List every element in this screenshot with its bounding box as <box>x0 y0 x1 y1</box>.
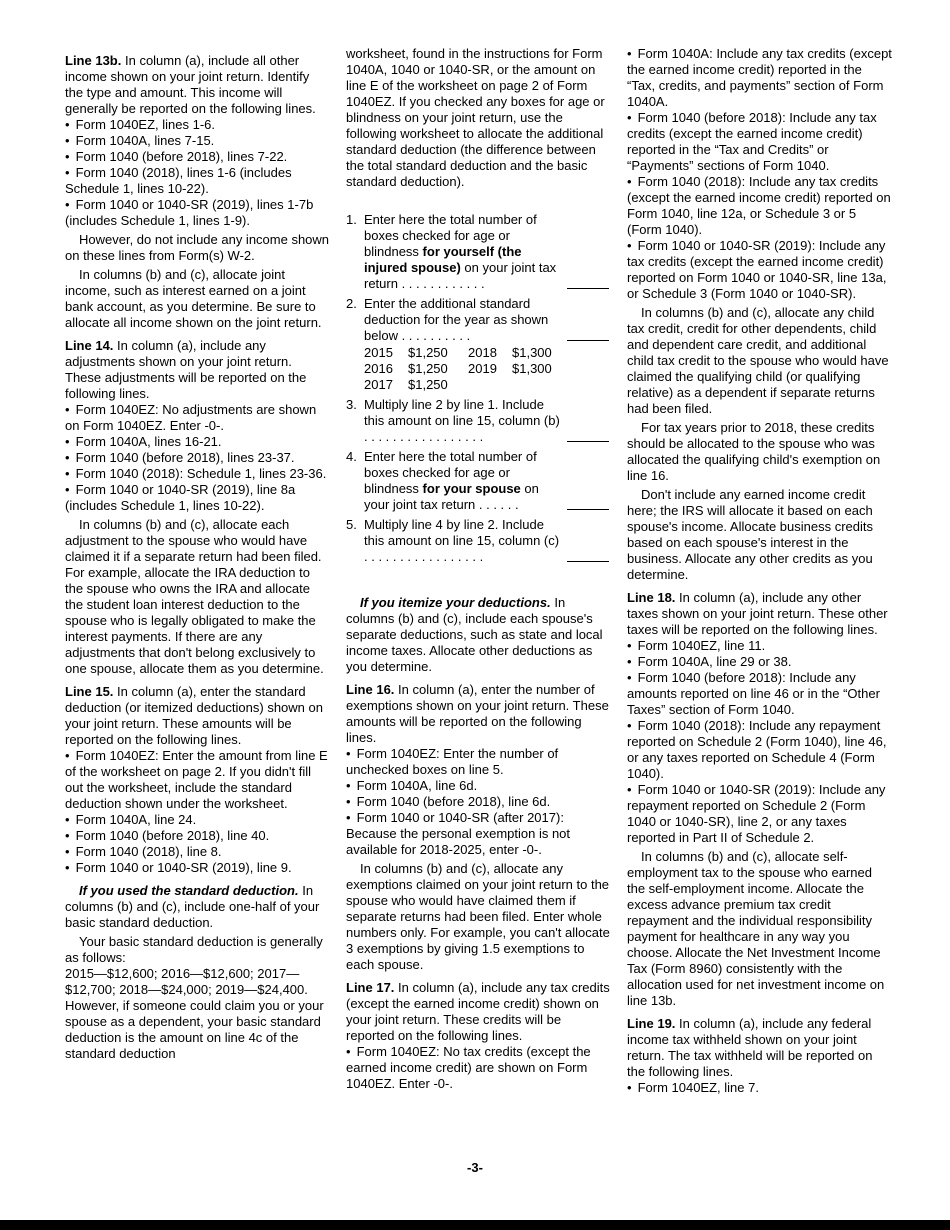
bullet-glyph: • <box>65 812 70 827</box>
paragraph-lead: Line 16. <box>346 682 395 697</box>
bullet-item <box>65 117 330 133</box>
paragraph-lead: Line 13b. <box>65 53 122 68</box>
table-cell: 2016 <box>364 361 393 376</box>
bullet-text: Form 1040 or 1040-SR (2019), lines 1-7b (includes Schedule 1, lines 1-9). <box>65 197 314 228</box>
paragraph <box>627 849 892 1009</box>
worksheet-text-segment: for your spouse <box>422 481 521 496</box>
bullet-glyph: • <box>65 748 70 763</box>
worksheet-item-text <box>364 449 611 513</box>
bullet-glyph: • <box>346 810 351 825</box>
paragraph-lead: If you itemize your deductions. <box>360 595 551 610</box>
bullet-text: Form 1040 (before 2018), line 40. <box>75 828 270 843</box>
worksheet-text-segment: on your joint tax return . . . . . . <box>364 481 539 512</box>
bullet-text: Form 1040A, line 29 or 38. <box>637 654 792 669</box>
worksheet-text-segment: Enter the additional standard deduction for the year as shown below . . . . . . . . . . <box>364 296 549 343</box>
paragraph-text: In column (a), include any tax credits (except the earned income credit) shown on your joint return. These credits will be reported on the following lines. <box>346 980 610 1043</box>
bullet-item <box>627 654 892 670</box>
answer-blank-line <box>567 441 609 442</box>
paragraph-lead: Line 19. <box>627 1016 676 1031</box>
bullet-item <box>65 860 330 876</box>
bullet-text: Form 1040 or 1040-SR (2019): Include any repayment reported on Schedule 2 (Form 1040 or 1040-SR), line 2, or any taxes reported in Part II of Schedule 2. <box>627 782 886 845</box>
bullet-glyph: • <box>627 654 632 669</box>
standard-deduction-worksheet <box>346 212 611 565</box>
line-heading-paragraph <box>627 1016 892 1080</box>
bullet-glyph: • <box>346 1044 351 1059</box>
bullet-glyph: • <box>65 402 70 417</box>
worksheet-item-text <box>364 296 611 344</box>
paragraph-text: In columns (b) and (c), allocate joint income, such as interest earned on a joint bank account, as you determine. Be sure to allocate all income shown on the joint return. <box>65 267 322 330</box>
bullet-item <box>65 482 330 514</box>
bullet-item <box>65 197 330 229</box>
bullet-text: Form 1040A, line 24. <box>75 812 197 827</box>
worksheet-text-segment: Enter here the total number of boxes checked for age or blindness <box>364 449 537 496</box>
worksheet-item-number: 5. <box>346 517 357 532</box>
bullet-text: Form 1040 (before 2018), lines 23-37. <box>75 450 295 465</box>
bullet-text: Form 1040 (before 2018): Include any amounts reported on line 46 or in the “Other Taxes” section of Form 1040. <box>627 670 880 717</box>
paragraph-text: For tax years prior to 2018, these credits should be allocated to the spouse who was allocated the qualifying child's exemption on line 16. <box>627 420 881 483</box>
bullet-item <box>627 238 892 302</box>
bullet-item <box>346 810 611 858</box>
paragraph-lead: If you used the standard deduction. <box>79 883 299 898</box>
table-cell: 2019 <box>468 361 497 376</box>
paragraph-text: In column (a), include all other income shown on your joint return. Identify the type and amount. This income will generally be reported on the following lines. <box>65 53 316 116</box>
three-column-text <box>65 46 892 1096</box>
bullet-glyph: • <box>627 670 632 685</box>
bullet-item <box>627 110 892 174</box>
paragraph <box>65 998 330 1062</box>
bullet-glyph: • <box>65 165 70 180</box>
bullet-glyph: • <box>346 746 351 761</box>
paragraph <box>65 517 330 677</box>
bullet-glyph: • <box>65 828 70 843</box>
paragraph-text: In columns (b) and (c), allocate each adjustment to the spouse who would have claimed it if a separate return had been filed. For example, allocate the IRA deduction to the spouse who owns the IRA and allocate the student loan interest deduction to the spouse who is legally obligated to make the interest payments. If there are any adjustments that don't belong exclusively to one spouse, allocate them as you determine. <box>65 517 324 676</box>
line-heading-paragraph <box>627 590 892 638</box>
bullet-glyph: • <box>65 133 70 148</box>
bullet-item <box>627 782 892 846</box>
bullet-text: Form 1040A, line 6d. <box>356 778 478 793</box>
bullet-glyph: • <box>627 110 632 125</box>
worksheet-item <box>346 517 611 565</box>
bullet-glyph: • <box>346 794 351 809</box>
text-column-3 <box>627 46 892 1096</box>
bullet-text: Form 1040 (2018): Schedule 1, lines 23-36. <box>75 466 327 481</box>
paragraph-text: Don't include any earned income credit here; the IRS will allocate it based on each spouse's income. Allocate business credits based on each spouse's interest in the business. Allocate any other credits as you determine. <box>627 487 873 582</box>
worksheet-item-number: 4. <box>346 449 357 464</box>
worksheet-text-segment: Multiply line 4 by line 2. Include this amount on line 15, column (c) . . . . . . . . . . . . . . . . . <box>364 517 560 564</box>
worksheet-text-segment: for yourself (the injured spouse) <box>364 244 522 275</box>
line-heading-paragraph <box>346 595 611 675</box>
worksheet-item <box>346 449 611 513</box>
page-number: -3- <box>467 1160 483 1175</box>
bullet-item <box>627 46 892 110</box>
paragraph-text: In column (a), include any adjustments shown on your joint return. These adjustments will be reported on the following lines. <box>65 338 307 401</box>
bullet-text: Form 1040A: Include any tax credits (except the earned income credit) reported in the “Tax, credits, and payments” section of Form 1040A. <box>627 46 892 109</box>
worksheet-item-text <box>364 212 611 292</box>
bullet-text: Form 1040 (2018), line 8. <box>75 844 222 859</box>
paragraph-text: In columns (b) and (c), include one-half of your basic standard deduction. <box>65 883 320 930</box>
bullet-text: Form 1040EZ: No tax credits (except the earned income credit) are shown on Form 1040EZ. Enter -0-. <box>346 1044 591 1091</box>
paragraph <box>627 420 892 484</box>
text-column-1 <box>65 46 330 1096</box>
paragraph-lead: Line 14. <box>65 338 114 353</box>
bullet-text: Form 1040EZ: Enter the number of unchecked boxes on line 5. <box>346 746 559 777</box>
page-bottom-edge <box>0 1220 950 1230</box>
bullet-text: Form 1040EZ, line 11. <box>637 638 766 653</box>
paragraph-text: In columns (b) and (c), include each spouse's separate deductions, such as state and local income taxes. Allocate other deductions as you determine. <box>346 595 603 674</box>
bullet-item <box>65 402 330 434</box>
table-cell: 2018 <box>468 345 497 360</box>
bullet-item <box>346 778 611 794</box>
answer-blank-line <box>567 561 609 562</box>
paragraph <box>65 966 330 998</box>
bullet-item <box>65 149 330 165</box>
bullet-item <box>65 133 330 149</box>
paragraph-text: In column (a), include any other taxes shown on your joint return. These other taxes will be reported on the following lines. <box>627 590 888 637</box>
bullet-glyph: • <box>627 238 632 253</box>
answer-blank-line <box>567 340 609 341</box>
bullet-glyph: • <box>65 482 70 497</box>
bullet-glyph: • <box>346 778 351 793</box>
bullet-item <box>627 638 892 654</box>
line-heading-paragraph <box>346 980 611 1044</box>
answer-blank-line <box>567 288 609 289</box>
table-cell: $1,250 <box>408 361 448 376</box>
paragraph <box>65 267 330 331</box>
bullet-glyph: • <box>627 174 632 189</box>
table-cell <box>468 377 512 393</box>
paragraph <box>346 46 611 190</box>
bullet-text: Form 1040 (2018), lines 1-6 (includes Schedule 1, lines 10-22). <box>65 165 292 196</box>
line-heading-paragraph <box>65 338 330 402</box>
bullet-item <box>65 828 330 844</box>
bullet-item <box>627 718 892 782</box>
worksheet-item <box>346 296 611 393</box>
bullet-glyph: • <box>627 46 632 61</box>
bullet-glyph: • <box>65 860 70 875</box>
bullet-glyph: • <box>65 466 70 481</box>
table-cell: $1,300 <box>512 361 552 376</box>
paragraph-text: In column (a), enter the standard deduction (or itemized deductions) shown on your joint return. These amounts will be reported on the following lines. <box>65 684 323 747</box>
line-heading-paragraph <box>346 682 611 746</box>
paragraph-text: However, if someone could claim you or your spouse as a dependent, your basic standard deduction is the amount on line 4c of the standard deduction <box>65 998 324 1061</box>
bullet-text: Form 1040 (before 2018), line 6d. <box>356 794 551 809</box>
paragraph <box>627 305 892 417</box>
worksheet-item-number: 3. <box>346 397 357 412</box>
bullet-item <box>627 174 892 238</box>
paragraph-text: In columns (b) and (c), allocate self-employment tax to the spouse who earned the self-employment income. Allocate the excess advance premium tax credit repayment and the individual responsibility payment for healthcare in any way you choose. Allocate the Net Investment Income Tax (Form 8960) consistently with the allocation used for net investment income on line 13b. <box>627 849 885 1008</box>
paragraph-text: In columns (b) and (c), allocate any child tax credit, credit for other dependents, child and dependent care credit, and additional child tax credit to the spouse who would have claimed the qualifying child (or qualifying relative) as a dependent if separate returns had been filed. <box>627 305 889 416</box>
bullet-glyph: • <box>65 450 70 465</box>
paragraph-text: Your basic standard deduction is generally as follows: <box>65 934 323 965</box>
bullet-text: Form 1040EZ: Enter the amount from line E of the worksheet on page 2. If you didn't fill out the worksheet, include the standard deduction shown under the worksheet. <box>65 748 328 811</box>
bullet-text: Form 1040 or 1040-SR (2019), line 9. <box>75 860 292 875</box>
paragraph <box>627 487 892 583</box>
line-heading-paragraph <box>65 53 330 117</box>
worksheet-item-text <box>364 397 611 445</box>
worksheet-item <box>346 212 611 292</box>
worksheet-text-segment: Multiply line 2 by line 1. Include this amount on line 15, column (b) . . . . . . . . . . . . . . . . . <box>364 397 560 444</box>
worksheet-item <box>346 397 611 445</box>
bullet-item <box>65 748 330 812</box>
bullet-item <box>65 450 330 466</box>
paragraph-text: In columns (b) and (c), allocate any exemptions claimed on your joint return to the spouse who would have claimed them if separate returns had been filed. Enter whole numbers only. For example, you can't allocate 3 exemptions by giving 1.5 exemptions to each spouse. <box>346 861 610 972</box>
table-cell: $1,300 <box>512 345 552 360</box>
paragraph-text: However, do not include any income shown on these lines from Form(s) W-2. <box>65 232 330 263</box>
table-cell: 2015 <box>364 345 393 360</box>
bullet-item <box>65 434 330 450</box>
bullet-item <box>346 794 611 810</box>
deduction-amounts-table <box>364 345 611 393</box>
bullet-text: Form 1040 or 1040-SR (2019): Include any tax credits (except the earned income credit) reported on Form 1040 or 1040-SR, line 13a, or Schedule 3 (Form 1040 or 1040-SR). <box>627 238 887 301</box>
table-cell: 2017 <box>364 377 393 392</box>
paragraph-text: 2015—$12,600; 2016—$12,600; 2017—$12,700; 2018—$24,000; 2019—$24,400. <box>65 966 308 997</box>
bullet-item <box>65 165 330 197</box>
bullet-text: Form 1040EZ: No adjustments are shown on Form 1040EZ. Enter -0-. <box>65 402 317 433</box>
bullet-glyph: • <box>65 117 70 132</box>
paragraph-lead: Line 17. <box>346 980 395 995</box>
bullet-item <box>65 812 330 828</box>
bullet-item <box>65 466 330 482</box>
paragraph <box>65 934 330 966</box>
bullet-item <box>627 1080 892 1096</box>
paragraph-lead: Line 18. <box>627 590 676 605</box>
text-column-2 <box>346 46 611 1096</box>
bullet-item <box>346 746 611 778</box>
bullet-text: Form 1040 (before 2018): Include any tax credits (except the earned income credit) reported in the “Tax and Credits” or “Payments” sections of Form 1040. <box>627 110 877 173</box>
paragraph <box>346 861 611 973</box>
bullet-text: Form 1040 or 1040-SR (2019), line 8a (includes Schedule 1, lines 10-22). <box>65 482 296 513</box>
line-heading-paragraph <box>65 883 330 931</box>
bullet-text: Form 1040 (2018): Include any tax credits (except the earned income credit) reported on Form 1040, line 12a, or Schedule 3 or 5 (Form 1040). <box>627 174 891 237</box>
worksheet-item-text <box>364 517 611 565</box>
paragraph-text: In column (a), include any federal income tax withheld shown on your joint return. The tax withheld will be reported on the following lines. <box>627 1016 873 1079</box>
table-cell: $1,250 <box>408 377 448 392</box>
bullet-glyph: • <box>627 1080 632 1095</box>
line-heading-paragraph <box>65 684 330 748</box>
bullet-glyph: • <box>627 782 632 797</box>
bullet-glyph: • <box>65 197 70 212</box>
bullet-glyph: • <box>627 638 632 653</box>
bullet-glyph: • <box>65 149 70 164</box>
bullet-glyph: • <box>65 844 70 859</box>
worksheet-text-segment: on your joint tax return . . . . . . . . . . . . <box>364 260 557 291</box>
bullet-item <box>627 670 892 718</box>
worksheet-item-number: 2. <box>346 296 357 311</box>
bullet-text: Form 1040 (before 2018), lines 7-22. <box>75 149 288 164</box>
bullet-text: Form 1040EZ, line 7. <box>637 1080 759 1095</box>
bullet-text: Form 1040 (2018): Include any repayment reported on Schedule 2 (Form 1040), line 46, or any taxes reported on Schedule 4 (Form 1040). <box>627 718 887 781</box>
bullet-glyph: • <box>627 718 632 733</box>
table-cell: $1,250 <box>408 345 448 360</box>
bullet-item <box>65 844 330 860</box>
worksheet-text-segment: Enter here the total number of boxes checked for age or blindness <box>364 212 537 259</box>
paragraph-text: In column (a), enter the number of exemptions shown on your joint return. These amounts will be reported on the following lines. <box>346 682 609 745</box>
bullet-item <box>346 1044 611 1092</box>
paragraph-lead: Line 15. <box>65 684 114 699</box>
bullet-glyph: • <box>65 434 70 449</box>
bullet-text: Form 1040A, lines 7-15. <box>75 133 215 148</box>
bullet-text: Form 1040EZ, lines 1-6. <box>75 117 216 132</box>
table-cell <box>512 377 568 393</box>
bullet-text: Form 1040 or 1040-SR (after 2017): Because the personal exemption is not available for 2018-2025, enter -0-. <box>346 810 571 857</box>
worksheet-item-number: 1. <box>346 212 357 227</box>
paragraph <box>65 232 330 264</box>
paragraph-text: worksheet, found in the instructions for Form 1040A, 1040 or 1040-SR, or the amount on line E of the worksheet on page 2 of Form 1040EZ. If you checked any boxes for age or blindness on your joint return, use the following worksheet to allocate the additional standard deduction (the difference between the total standard deduction and the basic standard deduction). <box>346 46 605 189</box>
bullet-text: Form 1040A, lines 16-21. <box>75 434 222 449</box>
answer-blank-line <box>567 509 609 510</box>
